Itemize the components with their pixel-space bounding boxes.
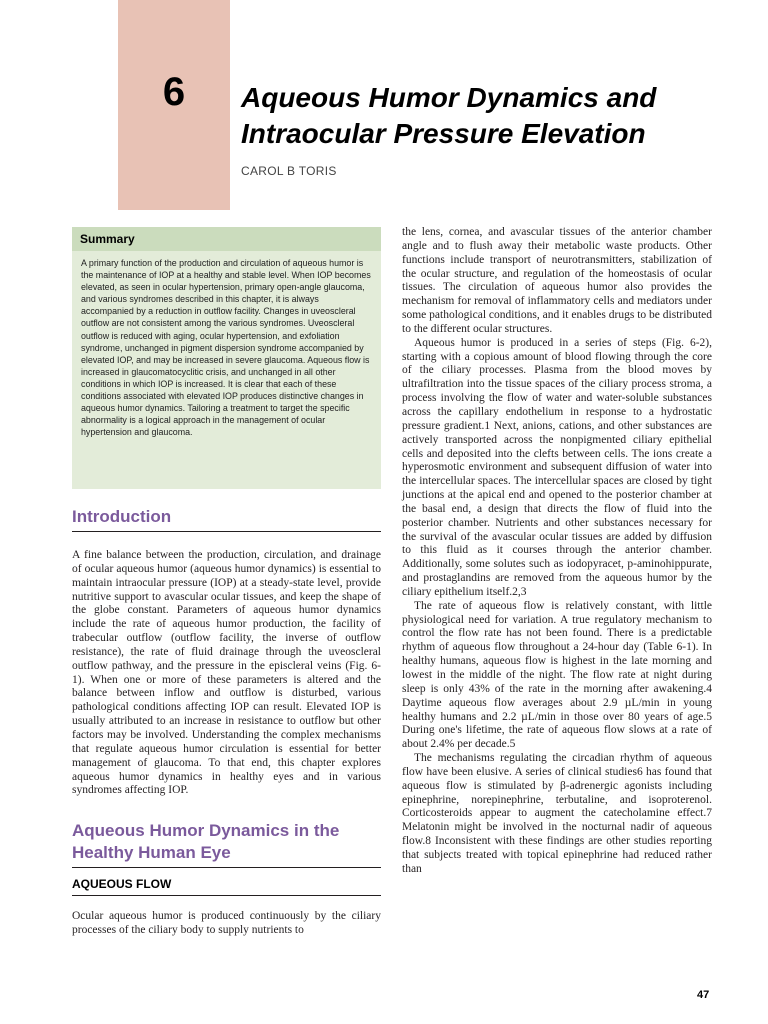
chapter-title bbox=[241, 80, 741, 152]
right-paragraph-1: the lens, cornea, and avascular tissues of the anterior chamber angle and to flush away their metabolic waste products. Other functions include transport of neurotransmitters, stabilization of the ocular structure, and regulation of the homeostasis of ocular tissues. The circulation of aqueous humor also provides the mechanism for removal of inflammatory cells and mediators under some pathological conditions, and it enables drugs to be distributed to the different ocular structures. bbox=[402, 226, 712, 335]
summary-box bbox=[72, 227, 381, 489]
introduction-heading: Introduction bbox=[72, 500, 381, 532]
left-column bbox=[72, 500, 381, 938]
right-paragraph-3: The rate of aqueous flow is relatively constant, with little physiological need for variation. A true regulatory mechanism to control the flow rate has not been found. There is a predictable rhythm of aqueous flow throughout a 24-hour day (Table 6-1). In healthy humans, aqueous flow is highest in the late morning and lowest in the middle of the night. The flow rate at night during sleep is only 43% of the rate in the morning after awakening.4 Daytime aqueous flow averages about 2.9 µL/min in young healthy humans and 2.2 µL/min in those over 80 years of age.5 During one's lifetime, the rate of aqueous flow slows at a rate of about 2.4% per decade.5 bbox=[402, 599, 712, 751]
introduction-paragraph: A fine balance between the production, circulation, and drainage of ocular aqueous humor (aqueous humor dynamics) is essential to maintain intraocular pressure (IOP) at a steady-state level, provide nutritive support to avascular ocular tissues, and keep the shape of the globe constant. Parameters of aqueous humor dynamics include the rate of aqueous humor production, the facility of trabecular outflow (outflow facility, the inverse of outflow resistance), the rate of fluid drainage through the uveoscleral outflow pathway, and the pressure in the episcleral veins (Fig. 6-1). When one or more of these parameters is altered and the balance between inflow and outflow is disturbed, various pathological conditions affecting IOP can result. Elevated IOP is usually attributed to an increase in resistance to outflow but other factors may be involved. Understanding the complex mechanisms that regulate aqueous humor circulation is essential for better management of glaucoma. To that end, this chapter explores aqueous humor dynamics in healthy eyes and in various syndromes affecting IOP. bbox=[72, 549, 381, 797]
chapter-number: 6 bbox=[162, 70, 186, 114]
chapter-title-line-2: Intraocular Pressure Elevation bbox=[241, 118, 646, 149]
right-paragraph-4: The mechanisms regulating the circadian rhythm of aqueous flow have been elusive. A series of clinical studies6 has found that aqueous flow is stimulated by β-adrenergic agonists including epinephrine, norepinephrine, terbutaline, and isoproterenol. Corticosteroids appear to augment the catecholamine effect.7 Melatonin might be involved in the nocturnal nadir of aqueous flow.8 Inconsistent with these findings are other studies reporting that subjects treated with topical epinephrine had reduced rather than bbox=[402, 752, 712, 875]
chapter-title-line-1: Aqueous Humor Dynamics and bbox=[241, 82, 657, 113]
right-column bbox=[402, 226, 712, 877]
chapter-author: CAROL B TORIS bbox=[241, 164, 337, 178]
aqueous-flow-paragraph: Ocular aqueous humor is produced continuously by the ciliary processes of the ciliary body to supply nutrients to bbox=[72, 910, 381, 937]
page-number: 47 bbox=[697, 989, 710, 1001]
section-heading-healthy-eye: Aqueous Humor Dynamics in the Healthy Human Eye bbox=[72, 820, 381, 868]
subheading-aqueous-flow: AQUEOUS FLOW bbox=[72, 877, 381, 896]
summary-text: A primary function of the production and circulation of aqueous humor is the maintenance of IOP at a healthy and stable level. When IOP becomes elevated, as seen in ocular hypertension, primary open-angle glaucoma, and various syndromes described in this chapter, it is always accompanied by a reduction in outflow facility. Changes in uveoscleral outflow are not consistent among the various syndromes. Uveoscleral outflow is reduced with aging, ocular hypertension, and exfoliation syndrome, unchanged in pigment dispersion syndrome accompanied by elevated IOP, and may be increased in severe glaucoma. Aqueous flow is increased in glaucomatocyclitic crisis, and unchanged in all other conditions in which IOP is increased. It is clear that each of these conditions associated with elevated IOP produces distinctive changes in aqueous humor dynamics. Tailoring a treatment to target the specific abnormality is a logical approach in the management of ocular hypertension and glaucoma. bbox=[81, 258, 371, 438]
right-paragraph-2: Aqueous humor is produced in a series of steps (Fig. 6-2), starting with a copious amount of blood flowing through the core of the ciliary processes. Plasma from the blood moves by ultrafiltration into the tissue spaces of the ciliary process stroma, a process involving the flow of water and water-soluble substances across the capillary endothelium in response to a hydrostatic pressure gradient.1 Next, anions, cations, and other substances are actively transported across the nonpigmented ciliary epithelial cells and deposited into the clefts between cells. The ions create a hyperosmotic environment and subsequent diffusion of water into the intercellular spaces. The intercellular spaces are closed by tight junctions at the apical end and opened to the posterior chamber at the basal end, a design that directs the flow of fluid into the posterior chamber. Nutrients and other substances necessary for the survival of the avascular ocular tissues are added by diffusion to this fluid as it courses through the anterior chamber. Additionally, some solutes such as iodopyracet, p-aminohippurate, and prostaglandins are removed from the aqueous humor by the ciliary epithelium itself.2,3 bbox=[402, 336, 712, 598]
summary-heading: Summary bbox=[72, 227, 381, 251]
